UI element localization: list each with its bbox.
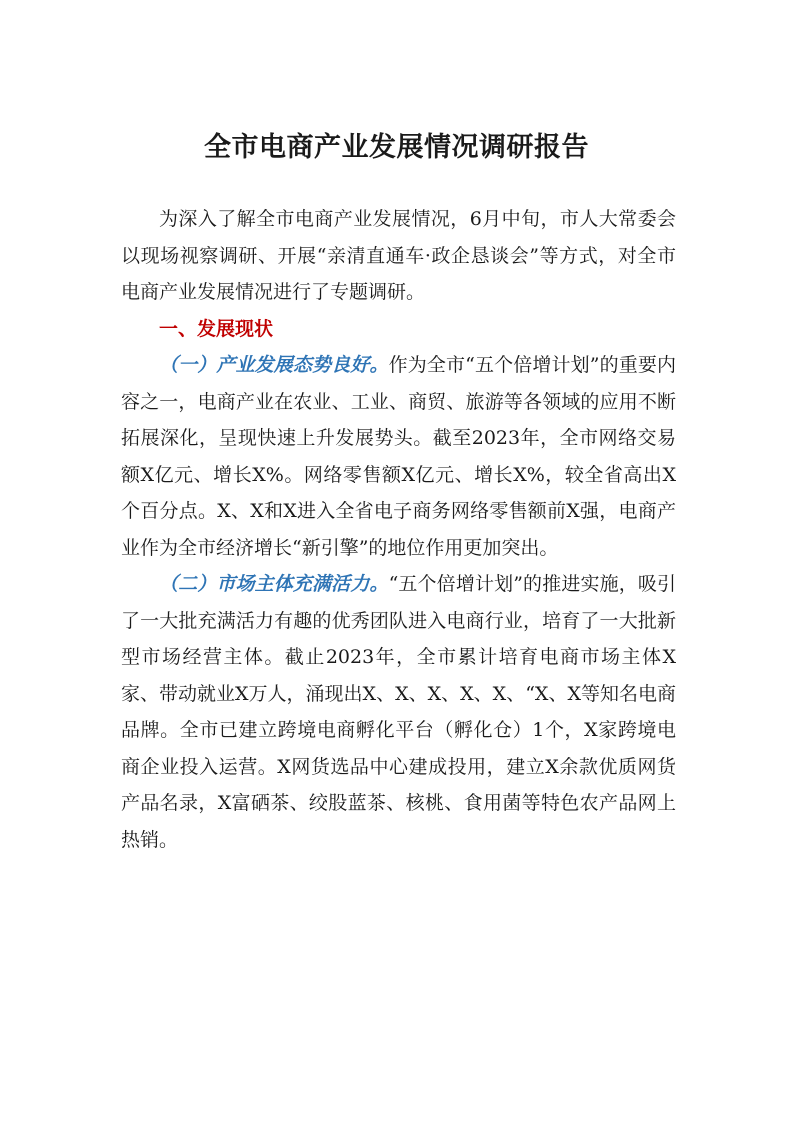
section-heading-paragraph	[121, 311, 676, 348]
section-heading: 一、发展现状	[159, 317, 274, 340]
subheading-label: （一）产业发展态势良好。	[159, 354, 389, 376]
document-body	[121, 201, 676, 858]
paragraph-text: 作为全市“五个倍增计划”的重要内容之一，电商产业在农业、工业、商贸、旅游等各领域的应用不断拓展深化，呈现快速上升发展势头。截至2023年，全市网络交易额X亿元、增长X%。网络零售额X亿元、增长X%，较全省高出X个百分点。X、X和X进入全省电子商务网络零售额前X强，电商产业作为全市经济增长“新引擎”的地位作用更加突出。	[121, 354, 676, 559]
paragraph-text: “五个倍增计划”的推进实施，吸引了一大批充满活力有趣的优秀团队进入电商行业，培育了一大批新型市场经营主体。截止2023年，全市累计培育电商市场主体X家、带动就业X万人，涌现出X、X、X、X、X、“X、X等知名电商品牌。全市已建立跨境电商孵化平台（孵化仓）1个，X家跨境电商企业投入运营。X网货选品中心建成投用，建立X余款优质网货产品名录，X富硒茶、绞股蓝茶、核桃、食用菌等特色农产品网上热销。	[121, 573, 676, 851]
subheading-label: （二）市场主体充满活力。	[159, 573, 389, 595]
intro-paragraph: 为深入了解全市电商产业发展情况，6月中旬，市人大常委会以现场视察调研、开展“亲清直通车·政企恳谈会”等方式，对全市电商产业发展情况进行了专题调研。	[121, 208, 676, 303]
paragraph-item-1	[121, 347, 676, 566]
paragraph-item-2	[121, 566, 676, 858]
document-title: 全市电商产业发展情况调研报告	[204, 132, 589, 163]
